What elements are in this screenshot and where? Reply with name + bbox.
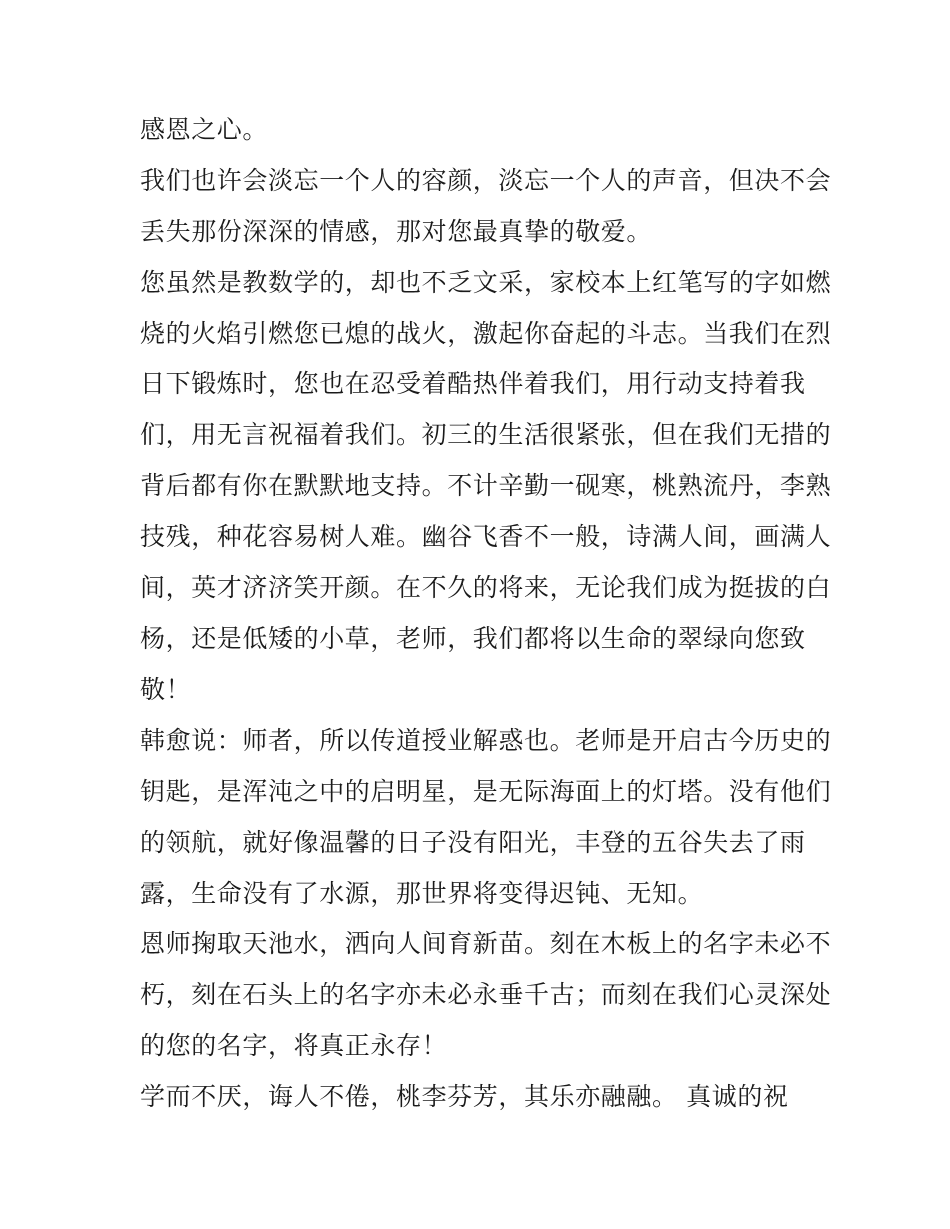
text-line: 韩愈说：师者，所以传道授业解惑也。老师是开启古今历史的 bbox=[140, 726, 832, 755]
text-line: 间，英才济济笑开颜。在不久的将来，无论我们成为挺拔的白 bbox=[140, 573, 832, 602]
text-line: 我们也许会淡忘一个人的容颜，淡忘一个人的声音，但决不会 bbox=[140, 166, 832, 195]
text-line: 敬！ bbox=[140, 675, 192, 704]
text-line: 露，生命没有了水源，那世界将变得迟钝、无知。 bbox=[140, 879, 704, 908]
text-line: 学而不厌，诲人不倦，桃李芬芳，其乐亦融融。 真诚的祝 bbox=[140, 1082, 789, 1111]
text-line: 您虽然是教数学的，却也不乏文采，家校本上红笔写的字如燃 bbox=[140, 268, 832, 297]
text-line: 朽，刻在石头上的名字亦未必永垂千古；而刻在我们心灵深处 bbox=[140, 980, 832, 1009]
text-line: 的您的名字，将真正永存！ bbox=[140, 1031, 448, 1060]
text-line: 丢失那份深深的情感，那对您最真挚的敬爱。 bbox=[140, 217, 653, 246]
text-line: 杨，还是低矮的小草，老师，我们都将以生命的翠绿向您致 bbox=[140, 624, 806, 653]
text-line: 日下锻炼时，您也在忍受着酷热伴着我们，用行动支持着我 bbox=[140, 369, 806, 398]
text-line: 感恩之心。 bbox=[140, 115, 269, 144]
text-line: 恩师掬取天池水，洒向人间育新苗。刻在木板上的名字未必不 bbox=[140, 929, 832, 958]
text-line: 背后都有你在默默地支持。不计辛勤一砚寒，桃熟流丹，李熟 bbox=[140, 471, 832, 500]
text-line: 钥匙，是浑沌之中的启明星，是无际海面上的灯塔。没有他们 bbox=[140, 777, 832, 806]
text-line: 烧的火焰引燃您已熄的战火，激起你奋起的斗志。当我们在烈 bbox=[140, 319, 832, 348]
text-line: 的领航，就好像温馨的日子没有阳光，丰登的五谷失去了雨 bbox=[140, 828, 806, 857]
text-line: 技残，种花容易树人难。幽谷飞香不一般，诗满人间，画满人 bbox=[140, 522, 832, 551]
text-line: 们，用无言祝福着我们。初三的生活很紧张，但在我们无措的 bbox=[140, 420, 832, 449]
